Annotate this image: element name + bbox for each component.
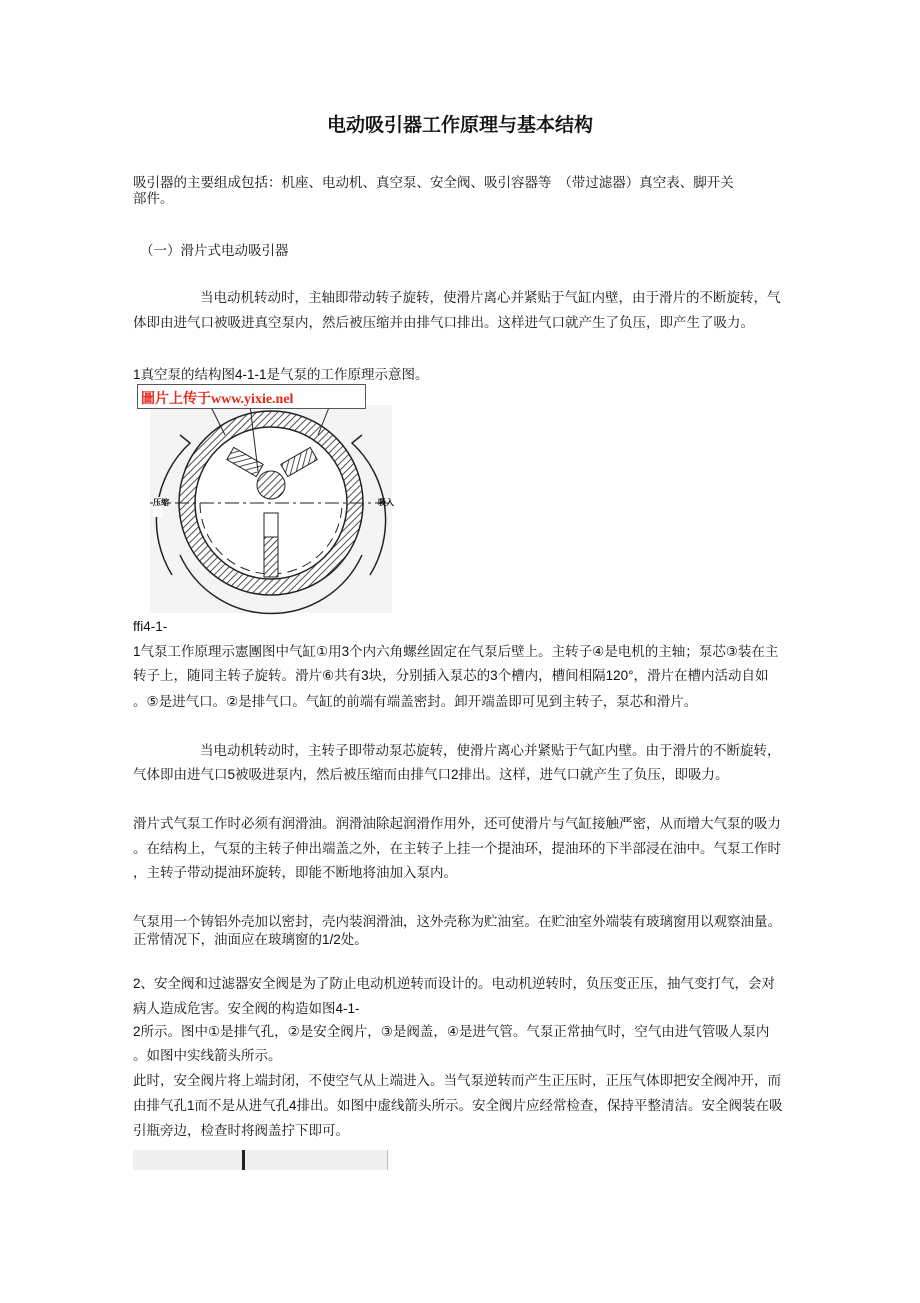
paragraph-line: 体即由进气口被吸进真空泵内，然后被压缩并由排气口排出。这样进气口就产生了负压，即产生了吸力。 <box>133 315 754 330</box>
figure-caption: 1真空泵的结构图4-1-1是气泵的工作原理示意图。 <box>133 367 429 382</box>
paragraph-line: 滑片式气泵工作时必须有润滑油。润滑油除起润滑作用外，还可使滑片与气缸接触严密，从而增大气泵的吸力 <box>133 816 781 831</box>
paragraph-line: 。如图中实线箭头所示。 <box>133 1048 282 1063</box>
document-title: 电动吸引器工作原理与基本结构 <box>326 115 593 136</box>
paragraph-line: 由排气孔1而不是从进气孔4排出。如图中虚线箭头所示。安全阀片应经常检查，保持平整清洁。安全阀装在吸 <box>133 1098 783 1113</box>
paragraph-line: 2、安全阀和过滤器安全阀是为了防止电动机逆转而设计的。电动机逆转时，负压变正压，抽气变打气，会对 <box>133 976 776 991</box>
paragraph-line: 转子上，随同主转子旋转。滑片⑥共有3块，分别插入泵芯的3个槽内，槽间相隔120°，滑片在槽内活动自如 <box>133 668 769 683</box>
paragraph-line: 引瓶旁边，检查时将阀盖拧下即可。 <box>133 1123 349 1138</box>
figure-image-fragment <box>133 1150 388 1170</box>
vacuum-pump-diagram <box>150 405 392 613</box>
paragraph-line: 病人造成危害。安全阀的构造如图4-1- <box>133 1001 360 1016</box>
paragraph-line: 2所示。图中①是排气孔，②是安全阀片，③是阀盖，④是进气管。气泵正常抽气时，空气由进气管吸人泵内 <box>133 1024 770 1039</box>
paragraph-line: 此时，安全阀片将上端封闭，不使空气从上端进入。当气泵逆转而产生正压时，正压气体即把安全阀冲开，而 <box>133 1073 781 1088</box>
paragraph-line: 。在结构上，气泵的主转子伸出端盖之外，在主转子上挂一个提油环，提油环的下半部浸在油中。气泵工作时 <box>133 841 781 856</box>
intro-line: 部件。 <box>133 191 174 206</box>
figure-label: ffi4-1- <box>133 619 168 634</box>
watermark-text: 圖片上传于www.yixie.nel <box>141 392 294 407</box>
label-compress: 压缩 <box>153 498 169 507</box>
label-intake: 吸入 <box>378 498 394 507</box>
watermark-box <box>137 384 366 409</box>
paragraph-line: 。⑤是进气口。②是排气口。气缸的前端有端盖密封。卸开端盖即可见到主转子，泵芯和滑片。 <box>133 694 698 709</box>
intro-line: 吸引器的主要组成包括：机座、电动机、真空泵、安全阀、吸引容器等 （带过滤器）真空表、脚开关 <box>133 175 734 190</box>
section-heading: （一）滑片式电动吸引器 <box>140 243 289 258</box>
paragraph-line: 当电动机转动时，主转子即带动泵芯旋转，使滑片离心并紧贴于气缸内壁。由于滑片的不断旋转， <box>200 743 781 758</box>
paragraph-line: 气泵用一个铸铝外壳加以密封，壳内装润滑油，这外壳称为贮油室。在贮油室外端装有玻璃窗用以观察油量。 <box>133 914 781 929</box>
paragraph-line: 1气泵工作原理示憲團图中气缸①用3个内六角螺丝固定在气泵后壁上。主转子④是电机的主轴；泵芯③装在主 <box>133 644 779 659</box>
paragraph-line: 当电动机转动时，主轴即带动转子旋转，使滑片离心并紧贴于气缸内壁，由于滑片的不断旋转，气 <box>200 290 781 305</box>
paragraph-line: ，主转子带动提油环旋转，即能不断地将油加入泵内。 <box>133 865 457 880</box>
paragraph-line: 正常情况下，油面应在玻璃窗的1/2处。 <box>133 932 368 947</box>
paragraph-line: 气体即由进气口5被吸进泵内，然后被压缩而由排气口2排出。这样，进气口就产生了负压，即吸力。 <box>133 767 729 782</box>
